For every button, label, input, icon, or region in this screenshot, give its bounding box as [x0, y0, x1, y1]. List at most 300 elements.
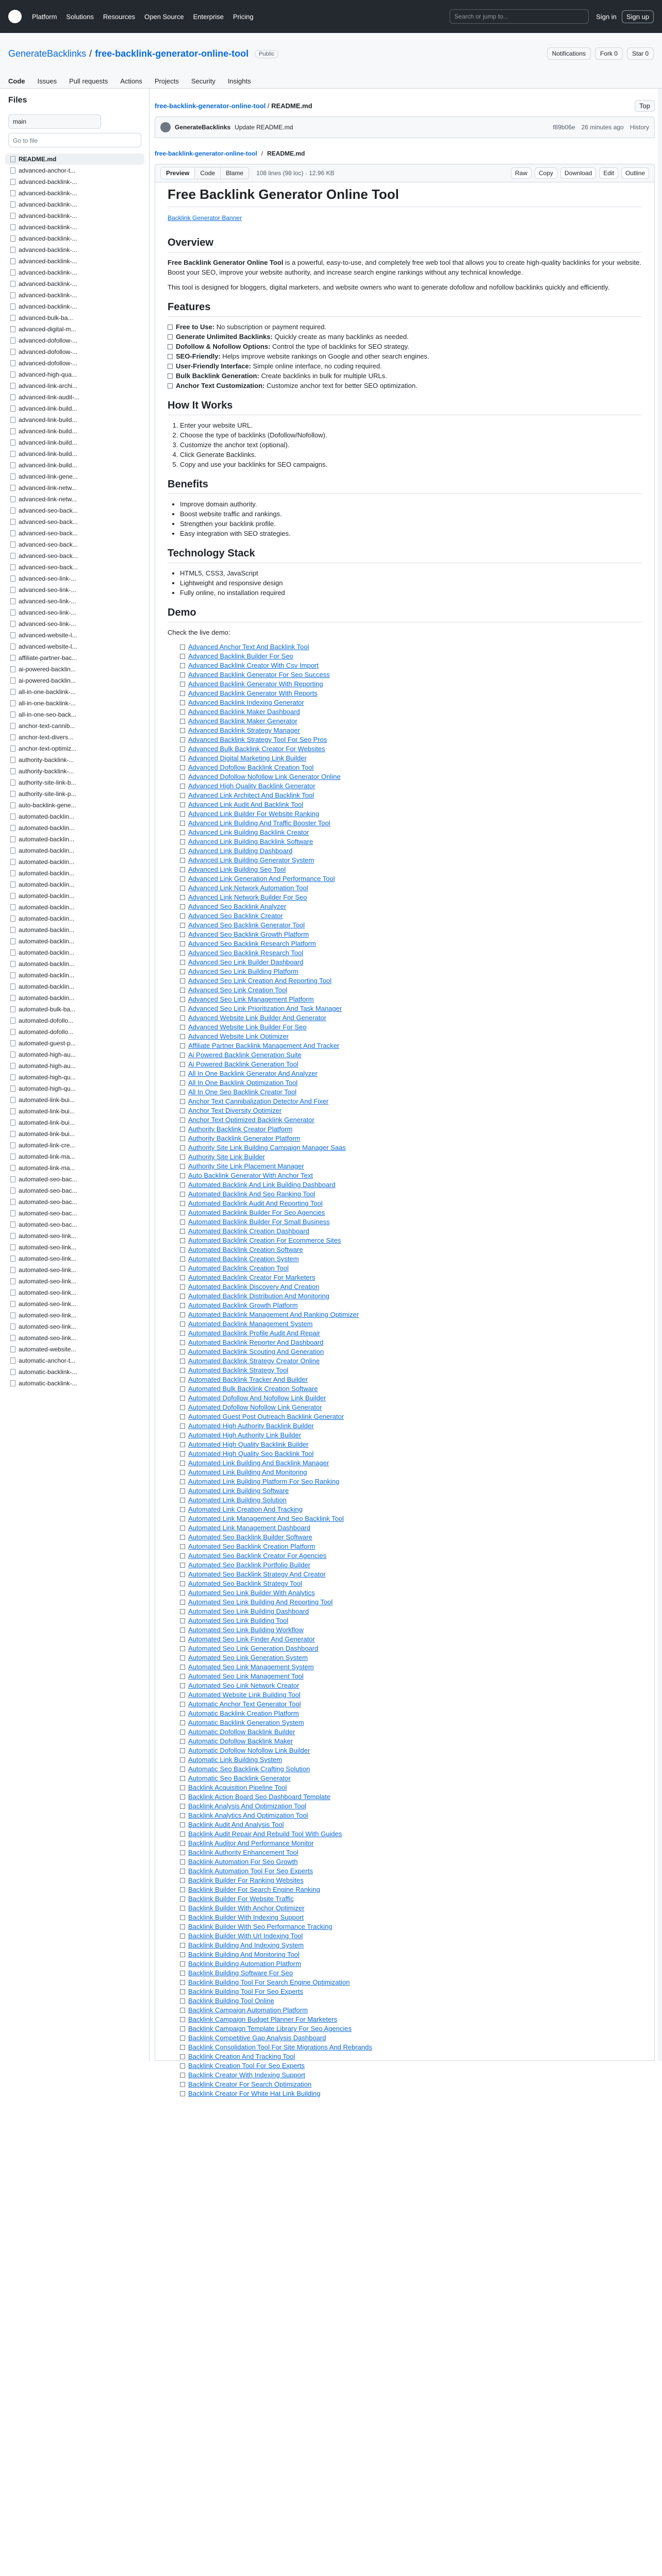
demo-link[interactable]: Automated Guest Post Outreach Backlink Generator: [188, 1413, 344, 1420]
search-input[interactable]: [450, 9, 589, 24]
file-tree-item[interactable]: [5, 550, 144, 562]
file-tree-item[interactable]: [5, 890, 144, 902]
demo-link[interactable]: Backlink Campaign Automation Platform: [188, 2006, 308, 2014]
file-tree-item[interactable]: [5, 1049, 144, 1060]
demo-link[interactable]: Backlink Auditor And Performance Monitor: [188, 1839, 314, 1847]
file-tree-item[interactable]: [5, 1378, 144, 1389]
demo-link[interactable]: Advanced Backlink Strategy Manager: [188, 726, 300, 734]
file-tree-item[interactable]: [5, 1321, 144, 1332]
demo-link[interactable]: Advanced Backlink Maker Dashboard: [188, 708, 300, 716]
demo-link[interactable]: Advanced Backlink Generator With Reports: [188, 689, 318, 697]
file-tree-item[interactable]: [5, 1230, 144, 1242]
demo-link[interactable]: Advanced Link Building Generator System: [188, 856, 315, 864]
demo-link[interactable]: Backlink Building Tool For Seo Experts: [188, 1988, 304, 1995]
file-tree-item[interactable]: [5, 1253, 144, 1264]
demo-link[interactable]: Automated Dofollow And Nofollow Link Builder: [188, 1394, 326, 1402]
demo-link[interactable]: Backlink Audit Repair And Rebuild Tool With Guides: [188, 1830, 342, 1838]
demo-link[interactable]: Automated Backlink Distribution And Monitoring: [188, 1292, 329, 1300]
file-tree-item[interactable]: [5, 641, 144, 652]
sign-up-button[interactable]: Sign up: [622, 10, 654, 23]
demo-link[interactable]: Backlink Builder With Indexing Support: [188, 1913, 304, 1921]
demo-link[interactable]: All In One Seo Backlink Creator Tool: [188, 1088, 297, 1096]
file-tree-item[interactable]: [5, 958, 144, 970]
demo-link[interactable]: Automated Seo Link Builder With Analytics: [188, 1589, 315, 1597]
demo-link[interactable]: Backlink Competitive Gap Analysis Dashboard: [188, 2034, 326, 2042]
file-tree-item[interactable]: [5, 482, 144, 494]
demo-link[interactable]: Advanced Link Builder For Website Ranking: [188, 810, 320, 818]
file-tree-item[interactable]: [5, 743, 144, 754]
fork-button[interactable]: Fork 0: [595, 47, 623, 60]
demo-link[interactable]: Advanced Seo Link Management Platform: [188, 995, 314, 1003]
file-tree-item[interactable]: [5, 1106, 144, 1117]
demo-link[interactable]: Automated Backlink Audit And Reporting Tool: [188, 1199, 323, 1207]
demo-link[interactable]: Automated Link Building Software: [188, 1487, 289, 1495]
demo-link[interactable]: Backlink Campaign Budget Planner For Marketers: [188, 2015, 338, 2023]
demo-link[interactable]: Advanced Website Link Builder And Generator: [188, 1014, 326, 1022]
banner-image-link[interactable]: Backlink Generator Banner: [168, 214, 242, 222]
file-tree-item[interactable]: [5, 369, 144, 380]
demo-link[interactable]: Advanced Backlink Generator With Reporting: [188, 680, 323, 688]
file-tree-item[interactable]: [5, 1366, 144, 1378]
demo-link[interactable]: Automated Link Management Dashboard: [188, 1524, 311, 1532]
file-tree-item[interactable]: [5, 1094, 144, 1106]
raw-button[interactable]: Raw: [511, 167, 532, 179]
demo-link[interactable]: Advanced Anchor Text And Backlink Tool: [188, 643, 309, 651]
demo-link[interactable]: Advanced Website Link Optimizer: [188, 1032, 289, 1040]
demo-link[interactable]: Advanced Seo Backlink Research Tool: [188, 949, 304, 957]
demo-link[interactable]: Advanced Website Link Builder For Seo: [188, 1023, 307, 1031]
file-tree-item[interactable]: [5, 324, 144, 335]
file-tree-item[interactable]: [5, 437, 144, 448]
top-button[interactable]: Top: [635, 100, 655, 112]
file-tree-item[interactable]: [5, 210, 144, 222]
file-tree-item[interactable]: [5, 1264, 144, 1276]
file-tree-item[interactable]: [5, 1117, 144, 1128]
demo-link[interactable]: Advanced Backlink Strategy Tool For Seo Pros: [188, 736, 327, 743]
file-tree-item[interactable]: [5, 573, 144, 584]
file-tree-item[interactable]: [5, 777, 144, 788]
file-tree-item[interactable]: [5, 1083, 144, 1094]
demo-link[interactable]: Automated Link Building And Backlink Manager: [188, 1459, 329, 1467]
file-tree-item[interactable]: [5, 460, 144, 471]
demo-link[interactable]: Advanced Seo Link Prioritization And Task Manager: [188, 1005, 342, 1012]
file-repo-link[interactable]: free-backlink-generator-online-tool: [155, 150, 257, 157]
demo-link[interactable]: Backlink Building Tool For Search Engine Optimization: [188, 1978, 350, 1986]
file-tree-item[interactable]: [5, 256, 144, 267]
demo-link[interactable]: Authority Backlink Creator Platform: [188, 1125, 293, 1133]
demo-link[interactable]: Ai Powered Backlink Generation Tool: [188, 1060, 299, 1068]
demo-link[interactable]: Advanced Seo Backlink Generator Tool: [188, 921, 305, 929]
file-tree-item[interactable]: [5, 947, 144, 958]
tab-actions[interactable]: Actions: [120, 77, 142, 85]
file-tree-item[interactable]: [5, 913, 144, 924]
demo-link[interactable]: Automated Backlink Builder For Small Business: [188, 1218, 330, 1226]
demo-link[interactable]: Automatic Dofollow Backlink Maker: [188, 1737, 293, 1745]
demo-link[interactable]: Backlink Builder With Seo Performance Tracking: [188, 1923, 333, 1930]
demo-link[interactable]: Backlink Creator For Search Optimization: [188, 2080, 312, 2088]
code-tab[interactable]: Code: [195, 167, 221, 179]
page-scrollbar[interactable]: [658, 89, 662, 2061]
file-tree-item[interactable]: [5, 709, 144, 720]
file-tree-item[interactable]: [5, 992, 144, 1004]
demo-link[interactable]: Automatic Link Building System: [188, 1756, 283, 1764]
nav-enterprise[interactable]: Enterprise: [193, 12, 224, 21]
demo-link[interactable]: Auto Backlink Generator With Anchor Text: [188, 1172, 313, 1179]
file-tree-item[interactable]: [5, 358, 144, 369]
demo-link[interactable]: Backlink Builder For Ranking Websites: [188, 1876, 304, 1884]
file-tree-item[interactable]: [5, 981, 144, 992]
outline-button[interactable]: Outline: [621, 167, 649, 179]
demo-link[interactable]: Backlink Analytics And Optimization Tool: [188, 1811, 308, 1819]
file-tree-item-active[interactable]: [5, 154, 144, 165]
file-tree-item[interactable]: [5, 448, 144, 460]
file-tree-item[interactable]: [5, 879, 144, 890]
demo-link[interactable]: Automated Link Building And Monitoring: [188, 1468, 307, 1476]
file-tree-item[interactable]: [5, 244, 144, 256]
file-tree-item[interactable]: [5, 392, 144, 403]
tab-code[interactable]: Code: [8, 77, 25, 91]
demo-link[interactable]: Automated Bulk Backlink Creation Software: [188, 1385, 318, 1393]
demo-link[interactable]: Automatic Seo Backlink Crafting Solution: [188, 1765, 310, 1773]
demo-link[interactable]: Anchor Text Diversity Optimizer: [188, 1107, 282, 1114]
demo-link[interactable]: Advanced Backlink Indexing Generator: [188, 699, 304, 706]
preview-tab[interactable]: Preview: [161, 167, 195, 179]
file-tree-item[interactable]: [5, 1162, 144, 1174]
demo-link[interactable]: Backlink Creator With Indexing Support: [188, 2071, 305, 2079]
file-tree-item[interactable]: [5, 414, 144, 426]
file-tree-item[interactable]: [5, 1140, 144, 1151]
demo-link[interactable]: Advanced Dofollow Nofollow Link Generator Online: [188, 773, 341, 781]
demo-link[interactable]: Backlink Building And Monitoring Tool: [188, 1951, 300, 1958]
demo-link[interactable]: All In One Backlink Optimization Tool: [188, 1079, 298, 1087]
demo-link[interactable]: Backlink Creation Tool For Seo Experts: [188, 2062, 305, 2070]
go-to-file-input[interactable]: [8, 133, 141, 147]
file-tree-item[interactable]: [5, 222, 144, 233]
demo-link[interactable]: Automated Backlink Creation For Ecommerce Sites: [188, 1236, 341, 1244]
demo-link[interactable]: Advanced Backlink Creator With Csv Import: [188, 662, 319, 669]
file-tree-item[interactable]: [5, 516, 144, 528]
demo-link[interactable]: Advanced Seo Backlink Analyzer: [188, 903, 287, 910]
file-tree-item[interactable]: [5, 675, 144, 686]
demo-link[interactable]: Backlink Creation And Tracking Tool: [188, 2053, 295, 2060]
demo-link[interactable]: Automated Seo Link Building Dashboard: [188, 1607, 309, 1615]
file-tree-item[interactable]: [5, 1208, 144, 1219]
demo-link[interactable]: Automatic Seo Backlink Generator: [188, 1774, 291, 1782]
file-tree-item[interactable]: [5, 1151, 144, 1162]
sign-in-link[interactable]: Sign in: [596, 12, 617, 21]
tab-projects[interactable]: Projects: [154, 77, 179, 85]
file-tree-item[interactable]: [5, 165, 144, 176]
demo-link[interactable]: Advanced Link Audit And Backlink Tool: [188, 801, 304, 808]
demo-link[interactable]: Automated Seo Link Building Tool: [188, 1617, 289, 1624]
demo-link[interactable]: Automated Backlink Management And Ranking Optimizer: [188, 1311, 359, 1318]
file-tree-item[interactable]: [5, 800, 144, 811]
demo-link[interactable]: Advanced Link Building Dashboard: [188, 847, 293, 855]
demo-link[interactable]: Backlink Audit And Analysis Tool: [188, 1821, 284, 1828]
demo-link[interactable]: Backlink Builder For Search Engine Ranking: [188, 1886, 320, 1893]
demo-link[interactable]: Automatic Dofollow Backlink Builder: [188, 1728, 295, 1736]
demo-link[interactable]: Advanced Link Building And Traffic Booster Tool: [188, 819, 330, 827]
demo-link[interactable]: Advanced Seo Backlink Growth Platform: [188, 930, 309, 938]
file-tree-item[interactable]: [5, 902, 144, 913]
demo-link[interactable]: Advanced Seo Link Builder Dashboard: [188, 958, 304, 966]
demo-link[interactable]: Backlink Consolidation Tool For Site Migrations And Rebrands: [188, 2043, 372, 2051]
demo-link[interactable]: Advanced Digital Marketing Link Builder: [188, 754, 307, 762]
demo-link[interactable]: Automated Seo Link Management System: [188, 1663, 314, 1671]
demo-link[interactable]: Backlink Builder For Website Traffic: [188, 1895, 294, 1903]
file-tree-item[interactable]: [5, 698, 144, 709]
demo-link[interactable]: Backlink Acquisition Pipeline Tool: [188, 1784, 287, 1791]
demo-link[interactable]: Advanced Seo Backlink Research Platform: [188, 940, 316, 947]
file-tree-item[interactable]: [5, 346, 144, 358]
demo-link[interactable]: Automated Seo Link Management Tool: [188, 1672, 304, 1680]
demo-link[interactable]: Automated Backlink Reporter And Dashboard: [188, 1338, 324, 1346]
demo-link[interactable]: Ai Powered Backlink Generation Suite: [188, 1051, 302, 1059]
demo-link[interactable]: Automated Backlink Creator For Marketers: [188, 1274, 316, 1281]
file-tree-item[interactable]: [5, 335, 144, 346]
file-tree-item[interactable]: [5, 1004, 144, 1015]
demo-link[interactable]: Automated Backlink Creation Tool: [188, 1264, 289, 1272]
file-tree-item[interactable]: [5, 720, 144, 732]
demo-link[interactable]: Advanced Link Architect And Backlink Tool: [188, 791, 315, 799]
demo-link[interactable]: Advanced Seo Link Creation Tool: [188, 986, 287, 994]
file-tree-item[interactable]: [5, 834, 144, 845]
tab-security[interactable]: Security: [191, 77, 216, 85]
demo-link[interactable]: Backlink Creator For White Hat Link Building: [188, 2090, 321, 2097]
demo-link[interactable]: Backlink Automation For Seo Growth: [188, 1858, 298, 1866]
commit-hash[interactable]: f89b06e: [553, 124, 575, 131]
file-tree-item[interactable]: [5, 267, 144, 278]
file-tree-item[interactable]: [5, 788, 144, 800]
file-tree-item[interactable]: [5, 1072, 144, 1083]
file-tree-item[interactable]: [5, 1310, 144, 1321]
demo-link[interactable]: Automated High Authority Link Builder: [188, 1431, 301, 1439]
file-tree-item[interactable]: [5, 471, 144, 482]
demo-link[interactable]: Advanced Dofollow Backlink Creation Tool: [188, 764, 314, 771]
file-tree-item[interactable]: [5, 312, 144, 324]
demo-link[interactable]: Automated Link Building Solution: [188, 1496, 287, 1504]
file-tree-item[interactable]: [5, 596, 144, 607]
demo-link[interactable]: Automated Backlink Management System: [188, 1320, 313, 1328]
branch-selector[interactable]: [8, 114, 101, 129]
demo-link[interactable]: Automated Backlink Strategy Creator Online: [188, 1357, 320, 1365]
commit-message[interactable]: Update README.md: [235, 124, 293, 131]
demo-link[interactable]: Advanced High Quality Backlink Generator: [188, 782, 316, 790]
demo-link[interactable]: Advanced Link Generation And Performance Tool: [188, 875, 335, 883]
github-logo-icon[interactable]: [8, 10, 22, 23]
edit-button[interactable]: Edit: [599, 167, 618, 179]
file-tree-item[interactable]: [5, 1355, 144, 1366]
file-tree-item[interactable]: [5, 754, 144, 766]
file-tree-item[interactable]: [5, 278, 144, 290]
tab-insights[interactable]: Insights: [227, 77, 251, 85]
demo-link[interactable]: Backlink Building Tool Online: [188, 1997, 274, 2005]
blame-tab[interactable]: Blame: [221, 167, 249, 179]
repo-owner-link[interactable]: GenerateBacklinks: [8, 48, 87, 59]
demo-link[interactable]: Automated Backlink Creation Dashboard: [188, 1227, 309, 1235]
history-link[interactable]: History: [630, 124, 649, 131]
file-tree-item[interactable]: [5, 403, 144, 414]
file-tree-item[interactable]: [5, 1026, 144, 1038]
demo-link[interactable]: Backlink Automation Tool For Seo Experts: [188, 1867, 313, 1875]
file-tree-item[interactable]: [5, 607, 144, 618]
demo-link[interactable]: Advanced Backlink Builder For Seo: [188, 652, 293, 660]
file-tree-item[interactable]: [5, 426, 144, 437]
tab-issues[interactable]: Issues: [37, 77, 57, 85]
demo-link[interactable]: Backlink Analysis And Optimization Tool: [188, 1802, 306, 1810]
file-tree-item[interactable]: [5, 970, 144, 981]
file-tree-item[interactable]: [5, 936, 144, 947]
file-tree-item[interactable]: [5, 1298, 144, 1310]
file-tree-item[interactable]: [5, 618, 144, 630]
demo-link[interactable]: Automated Seo Link Generation System: [188, 1654, 308, 1662]
tab-pull-requests[interactable]: Pull requests: [69, 77, 108, 85]
demo-link[interactable]: Automated Backlink Profile Audit And Repair: [188, 1329, 320, 1337]
demo-link[interactable]: Automated Link Building Platform For Seo Ranking: [188, 1478, 340, 1485]
demo-link[interactable]: Automated Backlink Scouting And Generation: [188, 1348, 324, 1355]
demo-link[interactable]: Advanced Seo Backlink Creator: [188, 912, 283, 920]
demo-link[interactable]: Backlink Action Board Seo Dashboard Template: [188, 1793, 330, 1801]
demo-link[interactable]: Advanced Link Network Builder For Seo: [188, 893, 307, 901]
demo-link[interactable]: Advanced Link Network Automation Tool: [188, 884, 308, 892]
demo-link[interactable]: Automated Seo Backlink Strategy Tool: [188, 1580, 302, 1587]
nav-open-source[interactable]: Open Source: [144, 12, 184, 21]
demo-link[interactable]: Anchor Text Optimized Backlink Generator: [188, 1116, 315, 1124]
demo-link[interactable]: Advanced Link Building Backlink Software: [188, 838, 313, 845]
commit-author[interactable]: GenerateBacklinks: [175, 124, 231, 131]
file-tree-item[interactable]: [5, 1242, 144, 1253]
demo-link[interactable]: Automated Website Link Building Tool: [188, 1691, 301, 1699]
demo-link[interactable]: Backlink Building And Indexing System: [188, 1941, 304, 1949]
file-tree-item[interactable]: [5, 1128, 144, 1140]
file-tree-item[interactable]: [5, 1219, 144, 1230]
file-tree-item[interactable]: [5, 652, 144, 664]
demo-link[interactable]: Anchor Text Cannibalization Detector And Fixer: [188, 1097, 329, 1105]
demo-link[interactable]: Advanced Bulk Backlink Creator For Websites: [188, 745, 325, 753]
file-tree-item[interactable]: [5, 1196, 144, 1208]
file-tree-item[interactable]: [5, 1276, 144, 1287]
demo-link[interactable]: Automated Seo Backlink Builder Software: [188, 1533, 312, 1541]
notifications-button[interactable]: Notifications: [547, 47, 591, 60]
demo-link[interactable]: Automatic Backlink Generation System: [188, 1719, 304, 1726]
file-tree-item[interactable]: [5, 1287, 144, 1298]
demo-link[interactable]: Backlink Building Software For Seo: [188, 1969, 293, 1977]
demo-link[interactable]: Automated Link Management And Seo Backlink Tool: [188, 1515, 344, 1522]
demo-link[interactable]: Automated Backlink Builder For Seo Agencies: [188, 1209, 325, 1216]
demo-link[interactable]: Backlink Builder With Url Indexing Tool: [188, 1932, 303, 1940]
download-button[interactable]: Download: [560, 167, 596, 179]
file-tree-item[interactable]: [5, 584, 144, 596]
demo-link[interactable]: Advanced Link Building Backlink Creator: [188, 828, 309, 836]
demo-link[interactable]: All In One Backlink Generator And Analyzer: [188, 1070, 318, 1077]
file-tree-item[interactable]: [5, 233, 144, 244]
demo-link[interactable]: Affiliate Partner Backlink Management And Tracker: [188, 1042, 340, 1049]
file-tree-item[interactable]: [5, 1015, 144, 1026]
file-tree-item[interactable]: [5, 1185, 144, 1196]
demo-link[interactable]: Automated Seo Backlink Strategy And Creator: [188, 1570, 326, 1578]
demo-link[interactable]: Advanced Backlink Generator For Seo Success: [188, 671, 330, 679]
demo-link[interactable]: Automated Backlink Discovery And Creation: [188, 1283, 320, 1291]
demo-link[interactable]: Automated Backlink And Link Building Dashboard: [188, 1181, 336, 1189]
demo-link[interactable]: Automated Backlink Strategy Tool: [188, 1366, 289, 1374]
file-tree-item[interactable]: [5, 630, 144, 641]
demo-link[interactable]: Automated High Authority Backlink Builder: [188, 1422, 314, 1430]
file-tree-item[interactable]: [5, 845, 144, 856]
demo-link[interactable]: Automated High Quality Backlink Builder: [188, 1440, 309, 1448]
file-tree-item[interactable]: [5, 528, 144, 539]
file-tree-item[interactable]: [5, 380, 144, 392]
demo-link[interactable]: Automatic Dofollow Nofollow Link Builder: [188, 1747, 310, 1754]
demo-link[interactable]: Advanced Seo Link Creation And Reporting Tool: [188, 977, 332, 985]
demo-link[interactable]: Automated Seo Link Generation Dashboard: [188, 1645, 319, 1652]
demo-link[interactable]: Advanced Seo Link Building Platform: [188, 968, 299, 975]
file-tree-item[interactable]: [5, 822, 144, 834]
copy-button[interactable]: Copy: [535, 167, 557, 179]
nav-pricing[interactable]: Pricing: [233, 12, 254, 21]
demo-link[interactable]: Automated Dofollow Nofollow Link Generator: [188, 1403, 322, 1411]
demo-link[interactable]: Backlink Builder With Anchor Optimizer: [188, 1904, 305, 1912]
breadcrumb-repo[interactable]: free-backlink-generator-online-tool: [155, 101, 266, 110]
file-tree-item[interactable]: [5, 766, 144, 777]
demo-link[interactable]: Automated Seo Link Network Creator: [188, 1682, 300, 1689]
demo-link[interactable]: Automated Backlink Creation Software: [188, 1246, 303, 1253]
demo-link[interactable]: Advanced Backlink Maker Generator: [188, 717, 297, 725]
demo-link[interactable]: Automated Link Creation And Tracking: [188, 1505, 303, 1513]
demo-link[interactable]: Automated Seo Backlink Creator For Agencies: [188, 1552, 327, 1560]
demo-link[interactable]: Automated Backlink Tracker And Builder: [188, 1376, 308, 1383]
file-tree-item[interactable]: [5, 562, 144, 573]
demo-link[interactable]: Automated High Quality Seo Backlink Tool: [188, 1450, 314, 1458]
file-tree-item[interactable]: [5, 1332, 144, 1344]
file-tree-item[interactable]: [5, 188, 144, 199]
demo-link[interactable]: Automated Seo Backlink Portfolio Builder: [188, 1561, 311, 1569]
demo-link[interactable]: Backlink Campaign Template Library For Seo Agencies: [188, 2025, 352, 2032]
demo-link[interactable]: Automated Seo Backlink Creation Platform: [188, 1543, 316, 1550]
file-tree-item[interactable]: [5, 1060, 144, 1072]
demo-link[interactable]: Automated Seo Link Building And Reporting Tool: [188, 1598, 333, 1606]
file-tree-item[interactable]: [5, 664, 144, 675]
demo-link[interactable]: Backlink Authority Enhancement Tool: [188, 1849, 299, 1856]
nav-solutions[interactable]: Solutions: [66, 12, 94, 21]
file-tree-item[interactable]: [5, 811, 144, 822]
nav-resources[interactable]: Resources: [103, 12, 136, 21]
demo-link[interactable]: Authority Site Link Placement Manager: [188, 1162, 304, 1170]
file-tree-item[interactable]: [5, 301, 144, 312]
demo-link[interactable]: Automatic Anchor Text Generator Tool: [188, 1700, 301, 1708]
demo-link[interactable]: Automated Seo Link Building Workflow: [188, 1626, 304, 1634]
demo-link[interactable]: Automated Backlink And Seo Ranking Tool: [188, 1190, 316, 1198]
demo-link[interactable]: Authority Site Link Builder: [188, 1153, 265, 1161]
file-tree-item[interactable]: [5, 505, 144, 516]
demo-link[interactable]: Advanced Link Building Seo Tool: [188, 866, 286, 873]
file-tree-item[interactable]: [5, 1174, 144, 1185]
file-tree-item[interactable]: [5, 1038, 144, 1049]
demo-link[interactable]: Backlink Building Automation Platform: [188, 1960, 301, 1968]
file-tree-item[interactable]: [5, 494, 144, 505]
star-button[interactable]: Star 0: [627, 47, 654, 60]
file-tree-item[interactable]: [5, 199, 144, 210]
demo-link[interactable]: Authority Backlink Generator Platform: [188, 1134, 301, 1142]
file-tree-item[interactable]: [5, 290, 144, 301]
file-tree-item[interactable]: [5, 732, 144, 743]
repo-name-link[interactable]: free-backlink-generator-online-tool: [95, 48, 249, 59]
file-tree-item[interactable]: [5, 176, 144, 188]
demo-link[interactable]: Automatic Backlink Creation Platform: [188, 1709, 299, 1717]
demo-link[interactable]: Automated Backlink Creation System: [188, 1255, 299, 1263]
file-tree-item[interactable]: [5, 868, 144, 879]
file-tree-item[interactable]: [5, 686, 144, 698]
file-tree-item[interactable]: [5, 539, 144, 550]
